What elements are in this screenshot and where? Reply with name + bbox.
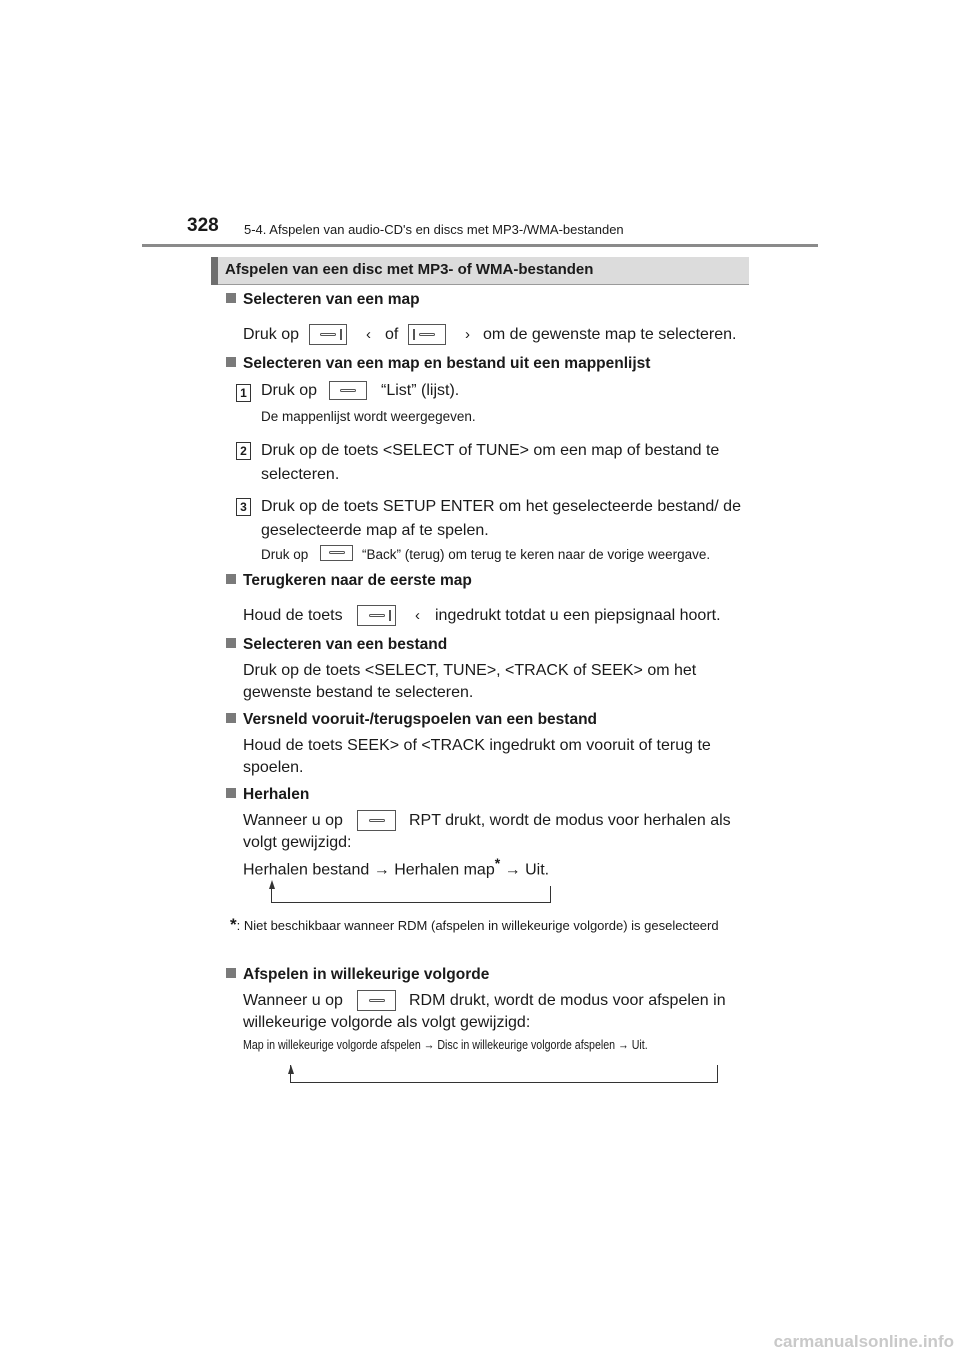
random-cycle: Map in willekeurige volgorde afspelen → Disc in willekeurige volgorde afspelen → Uit. — [243, 1037, 648, 1052]
step-number-2: 2 — [236, 442, 251, 460]
s5-text: Houd de toets SEEK> of <TRACK ingedrukt om vooruit of terug te spoelen. — [243, 737, 711, 776]
s6-text-a: Wanneer u op — [243, 812, 343, 829]
square-bullet-icon — [226, 293, 236, 303]
heading-random-play: Afspelen in willekeurige volgorde — [226, 966, 489, 984]
square-bullet-icon — [226, 788, 236, 798]
header-rule — [142, 244, 818, 247]
step2-text: Druk op de toets <SELECT of TUNE> om een map of bestand te selecteren. — [261, 442, 720, 483]
watermark: carmanualsonline.info — [773, 1332, 954, 1351]
s1-text-a: Druk op — [243, 326, 300, 343]
square-bullet-icon — [226, 713, 236, 723]
s3-text-b: ingedrukt totdat u een piepsignaal hoort. — [435, 607, 721, 624]
step-number-1: 1 — [236, 384, 251, 402]
s7-text-a: Wanneer u op — [243, 992, 343, 1009]
rpt-button-icon — [357, 810, 396, 831]
note2-text-b: “Back” (terug) om terug te keren naar de vorige weergave. — [362, 547, 711, 562]
folder-down-button-icon — [357, 605, 396, 626]
list-button-icon — [329, 381, 367, 400]
chevron-left-icon: ‹ — [415, 607, 420, 624]
section-title: Afspelen van een disc met MP3- of WMA-bestanden — [225, 261, 594, 278]
folder-up-button-icon — [408, 324, 446, 345]
back-button-icon — [320, 545, 353, 561]
s3-text-a: Houd de toets — [243, 607, 343, 624]
s1-text-c: om de gewenste map te selecteren. — [483, 326, 737, 343]
square-bullet-icon — [226, 968, 236, 978]
square-bullet-icon — [226, 638, 236, 648]
s6-text-c: volgt gewijzigd: — [243, 834, 352, 851]
heading-select-from-list: Selecteren van een map en bestand uit een mappenlijst — [226, 355, 650, 373]
heading-select-file: Selecteren van een bestand — [226, 636, 447, 654]
s4-text: Druk op de toets <SELECT, TUNE>, <TRACK of SEEK> om het gewenste bestand te selecteren. — [243, 662, 697, 701]
repeat-loop-bracket — [271, 886, 551, 903]
s7-text-b: RDM drukt, wordt de modus voor afspelen in — [409, 992, 726, 1009]
footnote-star: * — [230, 915, 237, 934]
arrow-right-icon: → — [373, 861, 390, 879]
square-bullet-icon — [226, 574, 236, 584]
step1-text-b: “List” (lijst). — [381, 382, 460, 399]
square-bullet-icon — [226, 357, 236, 367]
section-bar-accent — [211, 257, 218, 285]
s6-text-b: RPT drukt, wordt de modus voor herhalen als — [409, 812, 731, 829]
step-number-3: 3 — [236, 498, 251, 516]
arrow-right-icon: → — [504, 861, 521, 879]
random-loop-bracket — [290, 1065, 718, 1083]
rdm-button-icon — [357, 990, 396, 1011]
s7-text-c: willekeurige volgorde als volgt gewijzigd: — [243, 1014, 531, 1031]
chevron-left-icon: ‹ — [366, 326, 371, 343]
heading-repeat: Herhalen — [226, 786, 309, 804]
note-folder-list-shown: De mappenlijst wordt weergegeven. — [261, 409, 476, 424]
heading-select-folder: Selecteren van een map — [226, 291, 420, 309]
heading-first-folder: Terugkeren naar de eerste map — [226, 572, 472, 590]
folder-down-button-icon — [309, 324, 347, 345]
page-number: 328 — [187, 215, 219, 236]
running-title: 5-4. Afspelen van audio-CD's en discs met MP3-/WMA-bestanden — [244, 222, 624, 237]
step1-text-a: Druk op — [261, 382, 318, 399]
step3-text: Druk op de toets SETUP ENTER om het geselecteerde bestand/ de geselecteerde map af te spelen. — [261, 498, 741, 539]
heading-fast-forward-rewind: Versneld vooruit-/terugspoelen van een bestand — [226, 711, 597, 729]
chevron-right-icon: › — [465, 326, 470, 343]
footnote: *: Niet beschikbaar wanneer RDM (afspelen in willekeurige volgorde) is geselecteerd — [230, 915, 719, 934]
repeat-cycle: Herhalen bestand → Herhalen map* → Uit. — [243, 855, 550, 879]
note2-text-a: Druk op — [261, 547, 309, 562]
s1-text-b: of — [385, 326, 399, 343]
